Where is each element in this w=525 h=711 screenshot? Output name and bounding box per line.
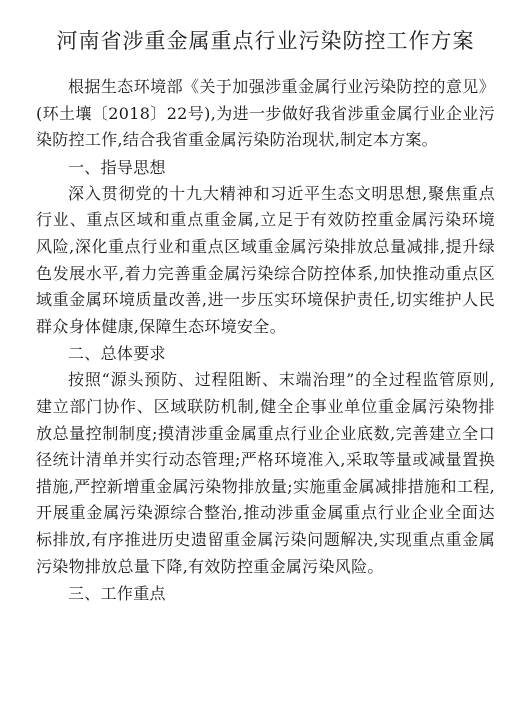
document-title: 河南省涉重金属重点行业污染防控工作方案 — [56, 29, 475, 53]
intro-paragraph: 根据生态环境部《关于加强涉重金属行业污染防控的意见》(环土壤〔2018〕22号),为进一步做好我省涉重金属行业企业污染防控工作,结合我省重金属污染防治现状,制定本方案。 — [36, 77, 495, 150]
section-heading-work-priorities: 三、工作重点 — [68, 584, 166, 604]
section-paragraph-guiding-ideology: 深入贯彻党的十九大精神和习近平生态文明思想,聚焦重点行业、重点区域和重点重金属,立足于有效防控重金属污染环境风险,深化重点行业和重点区域重金属污染排放总量减排,提升绿色发展水平,着力完善重金属污染综合防控体系,加快推动重点区域重金属环境质量改善,进一步压实环境保护责任,切实维护人民群众身体健康,保障生态环境安全。 — [36, 183, 495, 336]
section-paragraph-overall-requirements: 按照“源头预防、过程阻断、末端治理”的全过程监管原则,建立部门协作、区域联防机制,健全企事业单位重金属污染物排放总量控制制度;摸清涉重金属重点行业企业底数,完善建立全口径统计清单并实行动态管理;严格环境准入,采取等量或减量置换措施,严控新增重金属污染物排放量;实施重金属减排措施和工程,开展重金属污染源综合整治,推动涉重金属重点行业企业全面达标排放,有序推进历史遗留重金属污染问题解决,实现重点重金属污染物排放总量下降,有效防控重金属污染风险。 — [36, 370, 495, 576]
document-body — [36, 74, 495, 607]
section-heading-overall-requirements: 二、总体要求 — [68, 344, 166, 364]
section-heading-guiding-ideology: 一、指导思想 — [68, 157, 166, 177]
